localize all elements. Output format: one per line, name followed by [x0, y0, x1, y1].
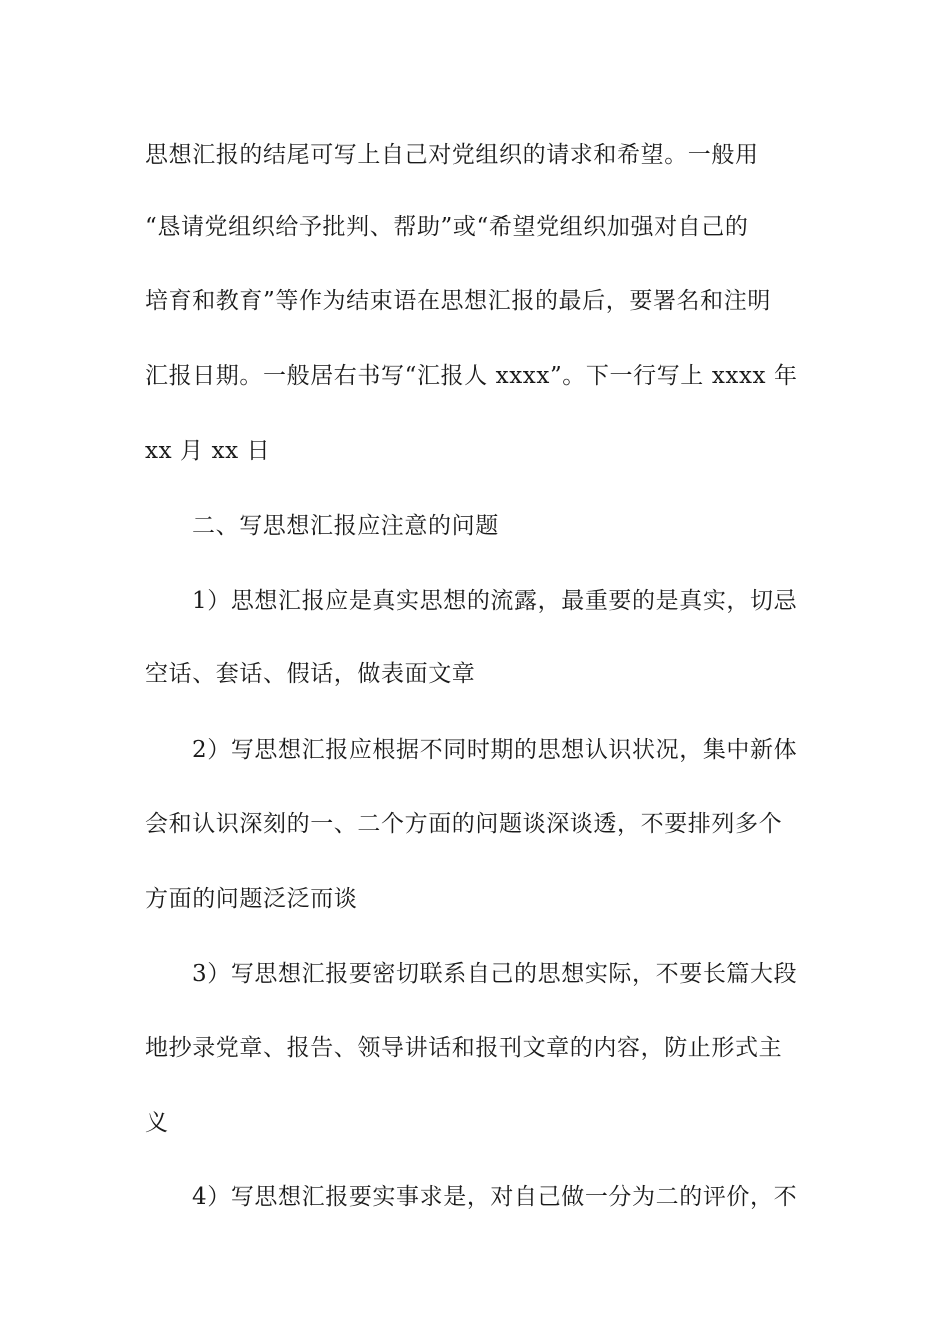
text-line: “恳请党组织给予批判、帮助”或“希望党组织加强对自己的 [145, 214, 749, 240]
text-line: 2）写思想汇报应根据不同时期的思想认识状况，集中新体 [192, 737, 798, 763]
text-line: 方面的问题泛泛而谈 [145, 886, 358, 912]
section-heading: 二、写思想汇报应注意的问题 [192, 513, 499, 539]
text-line: 4）写思想汇报要实事求是，对自己做一分为二的评价，不 [192, 1184, 798, 1210]
text-line: 汇报日期。一般居右书写“汇报人 xxxx”。下一行写上 xxxx 年 [145, 363, 798, 389]
text-line: 地抄录党章、报告、领导讲话和报刊文章的内容，防止形式主 [145, 1035, 783, 1061]
text-line: 培育和教育”等作为结束语在思想汇报的最后，要署名和注明 [145, 288, 771, 314]
text-line: 义 [145, 1110, 169, 1136]
text-line: 3）写思想汇报要密切联系自己的思想实际，不要长篇大段 [192, 961, 798, 987]
text-line: 思想汇报的结尾可写上自己对党组织的请求和希望。一般用 [145, 142, 759, 168]
text-line: 空话、套话、假话，做表面文章 [145, 661, 476, 687]
text-line: xx 月 xx 日 [145, 438, 271, 464]
text-line: 会和认识深刻的一、二个方面的问题谈深谈透，不要排列多个 [145, 811, 783, 837]
text-line: 1）思想汇报应是真实思想的流露，最重要的是真实，切忌 [192, 588, 798, 614]
